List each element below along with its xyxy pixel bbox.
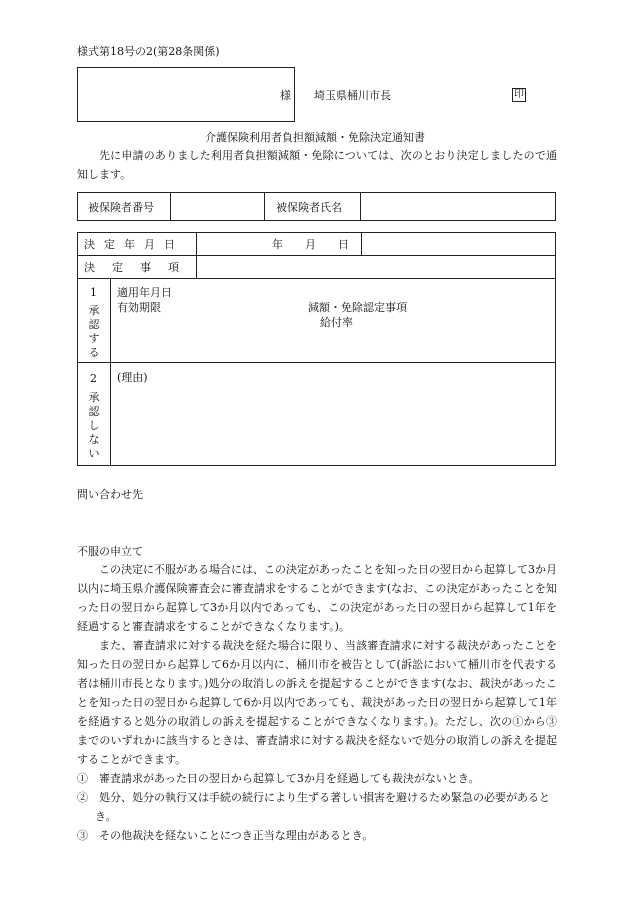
objection-item-1 [77, 769, 557, 788]
insured-name-label: 被保険者氏名 [276, 201, 342, 214]
divider [170, 192, 171, 221]
decision-date-value: 年 月 日 [272, 238, 349, 251]
addressee-honorific: 様 [280, 89, 291, 102]
divider [110, 278, 111, 466]
objection-heading: 不服の申立て [77, 545, 143, 558]
contact-label: 問い合わせ先 [77, 488, 143, 501]
divider [77, 278, 556, 279]
item-text: 処分、処分の執行又は手続の続行により生ずる著しい損害を避けるため緊急の必要があるとき。 [95, 791, 550, 823]
item-mark: ① [77, 772, 88, 785]
item-mark: ② [77, 791, 88, 804]
objection-paragraph-2: また、審査請求に対する裁決を経た場合に限り、当該審査請求に対する裁決があったことを知った日の翌日から起算して6か月以内に、桶川市を被告として(訴訟において桶川市を代表する者は桶川市長となります。)処分の取消しの訴えを提起することができます(なお、裁決があったことを知った日の翌日から起算して6か月以内であっても、裁決があった日の翌日から起算して1年を経過すると処分の取消しの訴えを提起することができなくなります。)。ただし、次の①から③までのいずれかに該当するときは、審査請求に対する裁決を経ないで処分の取消しの訴えを提起することができます。 [77, 639, 557, 766]
objection-item-2 [77, 788, 557, 826]
intro-text: 先に申請のありました利用者負担額減額・免除については、次のとおり決定しましたので通知します。 [77, 149, 557, 181]
item-mark: ③ [77, 829, 88, 842]
disapprove-label: 承認しない [88, 391, 100, 460]
item-text: その他裁決を経ないことにつき正当な理由があるとき。 [99, 829, 374, 842]
form-number: 様式第18号の2(第28条関係) [77, 45, 220, 58]
approve-number: 1 [90, 286, 97, 299]
reduction-items-label: 減額・免除認定事項 [308, 301, 407, 314]
apply-date-label: 適用年月日 [117, 286, 172, 299]
decision-date-label: 決定年月日 [84, 238, 184, 251]
issuer-name: 埼玉県桶川市長 [314, 89, 391, 102]
objection-item-3 [77, 826, 557, 845]
insured-number-label: 被保険者番号 [88, 201, 154, 214]
decision-matter-label: 決定事項 [84, 261, 196, 274]
divider [361, 232, 362, 255]
benefit-rate-label: 給付率 [320, 316, 353, 329]
divider [360, 192, 361, 221]
objection-paragraph-1: この決定に不服がある場合には、この決定があったことを知った日の翌日から起算して3か月以内に埼玉県介護保険審査会に審査請求をすることができます(なお、この決定があったことを知った日の翌日から起算して3か月以内であっても、この決定があった日の翌日から起算して1年を経過すると審査請求をすることができなくなります。)。 [77, 563, 557, 633]
divider [77, 255, 556, 256]
document-title: 介護保険利用者負担額減額・免除決定通知書 [205, 131, 425, 144]
valid-period-label: 有効期限 [117, 301, 161, 314]
divider [77, 362, 556, 363]
divider [264, 192, 265, 221]
disapprove-number: 2 [90, 372, 97, 385]
item-text: 審査請求があった日の翌日から起算して3か月を経過しても裁決がないとき。 [99, 772, 480, 785]
addressee-box [77, 67, 295, 122]
seal-mark: 印 [514, 89, 524, 100]
reason-label: (理由) [117, 371, 148, 384]
approve-label: 承認する [88, 304, 100, 359]
